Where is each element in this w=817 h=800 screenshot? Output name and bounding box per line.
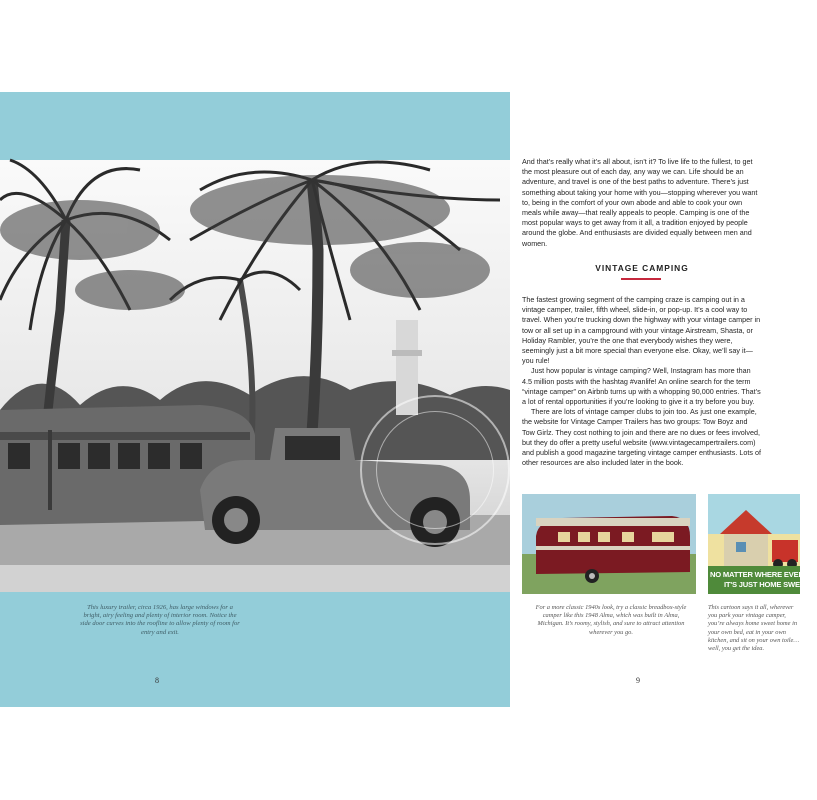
watermark-stamp (360, 395, 510, 545)
alma-camper-caption: For a more classic 1940s look, try a classic breadbox-style camper like this 1948 Alma, which was built in Alma, Michigan. It’s roomy, stylish, and sure to attract attention wherever you go. (535, 604, 687, 636)
section-heading: VINTAGE CAMPING (595, 263, 689, 273)
left-photo-caption: This luxury trailer, circa 1926, has large windows for a bright, airy feeling and plenty of interior room. Notice the side door curves into the roofline to allow plenty of room for entry and exit. (80, 604, 240, 636)
cartoon-postcard (708, 494, 817, 594)
page-number-right: 9 (636, 676, 640, 685)
postcard-text-line1: NO MATTER WHERE EVER WE (710, 570, 817, 579)
body-paragraph-3: There are lots of vintage camper clubs to join too. As just one example, the website for Vintage Camper Trailers has two groups: Tow Boyz and Tow Girlz. They cost nothing to join and there are no dues or fees involved, but they do offer a pretty useful website (www.vintagecampertrailers.com) and publish a good magazine targeting vintage camper enthusiasts. Lots of other resources are also included later in the book. (522, 407, 761, 468)
body-paragraph-1: The fastest growing segment of the camping craze is camping out in a vintage camper, trailer, fifth wheel, slide-in, or pop-up. It’s a cool way to travel. When you’re trucking down the highway with your vintage camper in tow or all set up in a campground with your vintage Airstream, Shasta, or Holiday Rambler, you’re the one that everybody wishes they were, seemingly just a bit more special than everyone else. Okay, we’ll say it—you rule! (522, 295, 761, 366)
postcard-text-line2: IT'S JUST HOME SWEET (724, 580, 810, 589)
body-text (522, 295, 762, 468)
page-number-left: 8 (155, 676, 159, 685)
intro-paragraph: And that’s really what it’s all about, isn’t it? To live life to the fullest, to get the most pleasure out of each day, any way we can. Life should be an adventure, and travel is one of the best paths to adventure. There’s just something about taking your home with you—stopping wherever you want to, being in the comfort of your own abode and able to cook your own meals while away—that really appeals to people. Camping is one of the most popular ways to get away from it all, a tradition enjoyed by people around the globe. And enthusiasts are divided equally between men and women. (522, 157, 758, 248)
body-paragraph-2: Just how popular is vintage camping? Well, Instagram has more than 4.5 million posts with the hashtag #vanlife! An online search for the term “vintage camper” on Airbnb turns up with a whopping 90,000 entries. That’s a lot of rental opportunities if you’re looking to give it a try before you buy. (522, 366, 761, 407)
cartoon-caption: This cartoon says it all, wherever you park your vintage camper, you’re always home sweet home in your own bed, eat in your own kitchen, and sit on your own toile… well, you get the idea. (708, 604, 800, 653)
alma-camper-photo (522, 494, 696, 594)
heading-rule (621, 278, 661, 280)
